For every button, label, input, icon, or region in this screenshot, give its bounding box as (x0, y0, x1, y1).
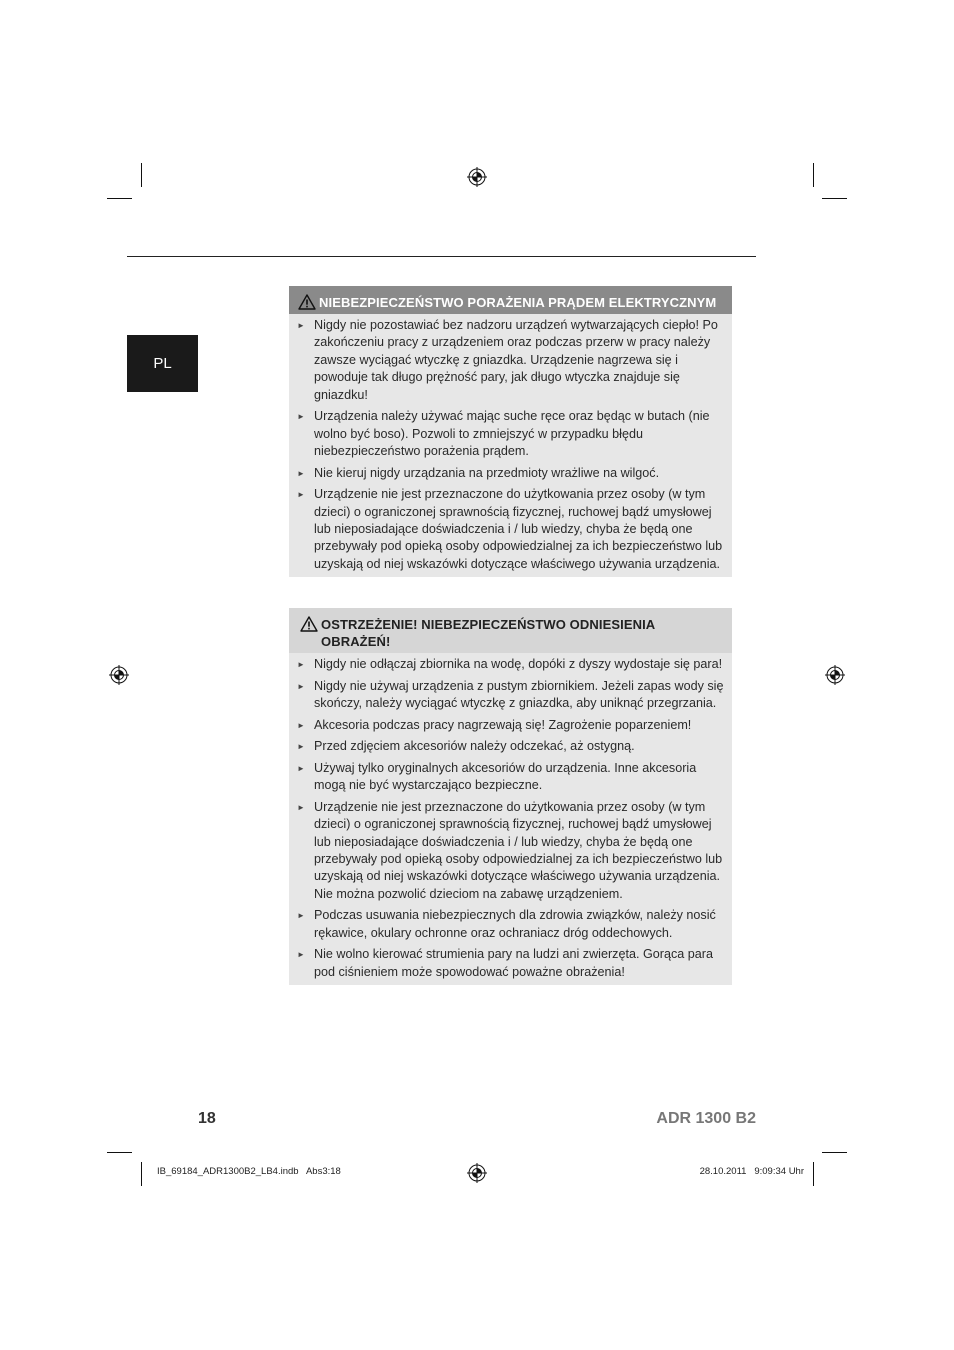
electric-shock-warning-header (289, 286, 732, 314)
print-timestamp: 28.10.2011 9:09:34 Uhr (699, 1166, 804, 1177)
bullet-arrow-icon: ► (297, 468, 305, 478)
list-item: ► Nie wolno kierować strumienia pary na ludzi ani zwierzęta. Gorąca para pod ciśnieniem może spowodować poważne obrażenia! (297, 947, 713, 979)
crop-mark (813, 1162, 814, 1186)
bullet-arrow-icon: ► (297, 742, 305, 752)
bullet-arrow-icon: ► (297, 802, 305, 812)
list-item: ► Urządzenie nie jest przeznaczone do użytkowania przez osoby (w tym dzieci) o ograniczonej sprawnością fizycznej, ruchowej bądź umysłowej lub nieposiadające doświadczenia i / lub wiedzy, chyba że będą one przebywały pod opieką osoby odpowiedzialnej za ich bezpieczeństwo lub uzyskają od niej wskazówki dotyczące właściwego używania urządzenia. (297, 487, 723, 571)
injury-warning-header (289, 608, 732, 653)
registration-mark-icon (109, 665, 129, 685)
crop-mark (107, 1152, 132, 1153)
page-number: 18 (198, 1110, 216, 1127)
list-item: ► Urządzenie nie jest przeznaczone do użytkowania przez osoby (w tym dzieci) o ograniczonej sprawnością fizycznej, ruchowej bądź umysłowej lub nieposiadające doświadczenia i / lub wiedzy, chyba że będą one przebywały pod opieką osoby odpowiedzialnej za ich bezpieczeństwo lub uzyskają od niej wskazówki dotyczące właściwego używania urządzenia. Nie można pozwolić dzieciom na zabawę urządzeniem. (297, 799, 723, 901)
bullet-arrow-icon: ► (297, 763, 305, 773)
bullet-arrow-icon: ► (297, 490, 305, 500)
list-item: ► Używaj tylko oryginalnych akcesoriów do urządzenia. Inne akcesoria mogą nie być wystarczająco bezpieczne. (297, 760, 697, 793)
list-item: ► Urządzenia należy używać mając suche ręce oraz będąc w butach (nie wolno być boso). Pozwoli to zmniejszyć w przypadku błędu niebezpieczeństwo porażenia prądem. (297, 409, 710, 459)
registration-mark-icon (467, 1163, 487, 1183)
list-item: ► Akcesoria podczas pracy nagrzewają się! Zagrożenie poparzeniem! (297, 717, 727, 734)
print-file-info: IB_69184_ADR1300B2_LB4.indb Abs3:18 (157, 1166, 341, 1177)
language-tab-label: PL (153, 355, 172, 372)
injury-warning-list (289, 653, 732, 981)
crop-mark (107, 198, 132, 199)
list-item: ► Podczas usuwania niebezpiecznych dla zdrowia związków, należy nosić rękawice, okulary ochronne oraz ochraniacz dróg oddechowych. (297, 908, 716, 940)
language-tab (127, 335, 198, 392)
bullet-arrow-icon: ► (297, 681, 305, 691)
header-rule (127, 256, 756, 257)
bullet-arrow-icon: ► (297, 412, 305, 422)
bullet-arrow-icon: ► (297, 660, 305, 669)
bullet-arrow-icon: ► (297, 950, 305, 960)
bullet-arrow-icon: ► (297, 321, 305, 330)
crop-mark (822, 1152, 847, 1153)
list-item: ► Nigdy nie pozostawiać bez nadzoru urządzeń wytwarzających ciepło! Po zakończeniu pracy z urządzeniem oraz podczas przerw w pracy należy zawsze wyciągać wtyczkę z gniazdka. Urządzenie nagrzewa się i powoduje tak długo prężność pary, jak długo wtyczka znajduje się gniazdku! (297, 318, 718, 402)
crop-mark (141, 1162, 142, 1186)
model-name: ADR 1300 B2 (656, 1110, 756, 1127)
warning-triangle-icon (300, 616, 318, 632)
list-item: ► Nigdy nie używaj urządzenia z pustym zbiornikiem. Jeżeli zapas wody się skończy, należy wyciągać wtyczkę z gniazdka, aby uniknąć przegrzania. (297, 678, 724, 710)
electric-shock-warning-list (289, 314, 732, 573)
warning-triangle-icon (298, 294, 316, 310)
bullet-arrow-icon: ► (297, 720, 305, 730)
bullet-arrow-icon: ► (297, 911, 305, 921)
injury-warning-title: OSTRZEŻENIE! NIEBEZPIECZEŃSTWO ODNIESIENIA OBRAŻEŃ! (321, 617, 655, 649)
crop-mark (813, 163, 814, 187)
electric-shock-warning-box (289, 286, 732, 577)
list-item: ► Przed zdjęciem akcesoriów należy odczekać, aż ostygną. (297, 738, 727, 755)
injury-warning-box (289, 608, 732, 985)
registration-mark-icon (467, 167, 487, 187)
list-item: ► Nigdy nie odłączaj zbiornika na wodę, dopóki z dyszy wydostaje się para! (297, 656, 727, 673)
crop-mark (141, 163, 142, 187)
crop-mark (822, 198, 847, 199)
electric-shock-warning-title: NIEBEZPIECZEŃSTWO PORAŻENIA PRĄDEM ELEKTRYCZNYM (319, 295, 717, 310)
list-item: ► Nie kieruj nigdy urządzania na przedmioty wrażliwe na wilgoć. (297, 465, 727, 482)
registration-mark-icon (825, 665, 845, 685)
